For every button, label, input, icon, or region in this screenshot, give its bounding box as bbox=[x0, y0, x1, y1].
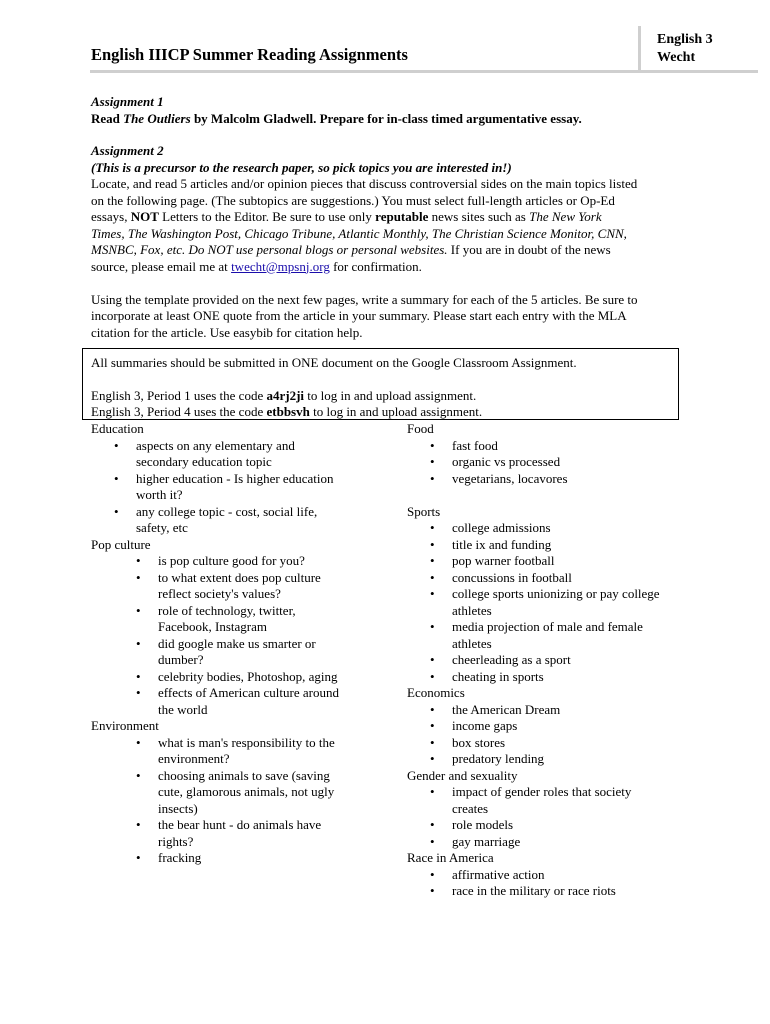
list-item bbox=[407, 817, 707, 834]
assignment-1 bbox=[91, 94, 683, 127]
bullet-icon: • bbox=[136, 685, 141, 700]
list-item bbox=[407, 471, 707, 488]
bullet-icon: • bbox=[430, 718, 435, 733]
template-line: Using the template provided on the next few pages, write a summary for each of the 5 articles. Be sure to bbox=[91, 291, 638, 307]
list-pop-culture bbox=[91, 553, 391, 718]
bullet-icon: • bbox=[430, 520, 435, 535]
list-item-text: athletes bbox=[452, 602, 492, 618]
list-item-text: is pop culture good for you? bbox=[158, 553, 305, 568]
list-item bbox=[91, 504, 391, 537]
list-item-text: fast food bbox=[452, 437, 498, 453]
text-run: English 3, Period 4 uses the code bbox=[91, 404, 267, 419]
bullet-icon: • bbox=[114, 437, 119, 453]
bullet-icon: • bbox=[430, 553, 435, 568]
header-course-block bbox=[657, 31, 713, 67]
list-item-text: environment? bbox=[158, 751, 230, 766]
bullet-icon: • bbox=[430, 866, 435, 882]
bullet-icon: • bbox=[430, 470, 435, 486]
instructions-line bbox=[91, 209, 691, 226]
list-item-text: cheating in sports bbox=[452, 668, 544, 684]
list-food bbox=[407, 438, 707, 488]
list-item bbox=[407, 652, 707, 669]
list-environment bbox=[91, 735, 391, 867]
list-item bbox=[91, 570, 391, 603]
list-item-text: title ix and funding bbox=[452, 536, 552, 552]
bullet-icon: • bbox=[430, 784, 435, 799]
news-source-text: The New York bbox=[529, 209, 602, 224]
assignment-2 bbox=[91, 143, 691, 341]
period-1-line bbox=[91, 388, 476, 405]
bullet-icon: • bbox=[430, 734, 435, 750]
course-name: English 3 bbox=[657, 32, 713, 47]
list-sports bbox=[407, 520, 707, 685]
bullet-icon: • bbox=[430, 833, 435, 849]
list-item-text: organic vs processed bbox=[452, 454, 561, 469]
news-source-text: MSNBC, Fox, etc. Do NOT use personal blogs or personal websites. bbox=[91, 242, 448, 257]
list-item-text: concussions in football bbox=[452, 569, 572, 585]
list-item-text: worth it? bbox=[136, 487, 183, 502]
instructions-line: Locate, and read 5 articles and/or opinion pieces that discuss controversial sides on the main topics listed bbox=[91, 176, 638, 191]
list-item bbox=[407, 784, 707, 817]
spacer bbox=[407, 487, 707, 504]
category-environment: Environment bbox=[91, 718, 159, 733]
period-1-code: a4rj2ji bbox=[266, 388, 305, 403]
read-suffix: by Malcolm Gladwell. Prepare for in-class timed argumentative essay. bbox=[190, 110, 582, 126]
list-item bbox=[91, 685, 391, 718]
spacer bbox=[91, 275, 691, 292]
bullet-icon: • bbox=[114, 503, 119, 519]
list-item-text: role models bbox=[452, 817, 514, 832]
bullet-icon: • bbox=[136, 734, 141, 750]
instructions-line: Times, The Washington Post, Chicago Tribune, Atlantic Monthly, The Christian Science Monitor, CNN, bbox=[91, 225, 627, 241]
list-item-text: impact of gender roles that society bbox=[452, 784, 632, 799]
list-item-text: to what extent does pop culture bbox=[158, 569, 321, 585]
category-race: Race in America bbox=[407, 850, 494, 865]
list-item bbox=[91, 438, 391, 471]
list-item-text: aspects on any elementary and bbox=[136, 437, 295, 453]
list-item bbox=[407, 834, 707, 851]
text-run: news sites such as bbox=[428, 209, 530, 224]
topics-right-column bbox=[407, 421, 707, 900]
list-item-text: what is man's responsibility to the bbox=[158, 734, 335, 750]
email-link[interactable]: twecht@mpsnj.org bbox=[231, 258, 330, 274]
list-item-text: effects of American culture around bbox=[158, 685, 339, 700]
bullet-icon: • bbox=[430, 569, 435, 585]
list-item-text: dumber? bbox=[158, 652, 204, 667]
list-item-text: box stores bbox=[452, 734, 506, 750]
list-item-text: pop warner football bbox=[452, 553, 555, 568]
list-item bbox=[91, 735, 391, 768]
submission-box bbox=[82, 348, 679, 420]
list-item-text: affirmative action bbox=[452, 866, 545, 882]
list-item-text: cheerleading as a sport bbox=[452, 652, 571, 667]
list-item-text: college admissions bbox=[452, 520, 551, 535]
bullet-icon: • bbox=[430, 668, 435, 684]
bullet-icon: • bbox=[136, 817, 141, 832]
list-item-text: media projection of male and female bbox=[452, 619, 643, 634]
list-item bbox=[407, 553, 707, 570]
bullet-icon: • bbox=[136, 635, 141, 651]
text-run: source, please email me at bbox=[91, 258, 232, 274]
list-item bbox=[91, 850, 391, 867]
list-item-text: the American Dream bbox=[452, 701, 561, 717]
list-item-text: role of technology, twitter, bbox=[158, 602, 296, 618]
bullet-icon: • bbox=[430, 701, 435, 717]
assignment-1-heading: Assignment 1 bbox=[91, 94, 164, 109]
bullet-icon: • bbox=[430, 536, 435, 552]
category-sports: Sports bbox=[407, 503, 441, 519]
list-item bbox=[407, 619, 707, 652]
text-run: for confirmation. bbox=[329, 258, 422, 274]
text-run: English 3, Period 1 uses the code bbox=[91, 388, 267, 403]
assignment-1-text bbox=[91, 111, 683, 128]
bullet-icon: • bbox=[136, 602, 141, 618]
list-economics bbox=[407, 702, 707, 768]
list-item bbox=[91, 471, 391, 504]
list-item-text: race in the military or race riots bbox=[452, 883, 616, 898]
list-item bbox=[407, 669, 707, 686]
text-run: to log in and upload assignment. bbox=[304, 388, 477, 403]
bullet-icon: • bbox=[430, 751, 435, 766]
reputable-emphasis: reputable bbox=[375, 209, 429, 224]
list-item bbox=[91, 669, 391, 686]
bullet-icon: • bbox=[430, 619, 435, 634]
bullet-icon: • bbox=[430, 437, 435, 453]
list-race bbox=[407, 867, 707, 900]
list-item bbox=[407, 537, 707, 554]
bullet-icon: • bbox=[136, 553, 141, 568]
list-item bbox=[91, 636, 391, 669]
bullet-icon: • bbox=[136, 850, 141, 865]
list-item bbox=[407, 586, 707, 619]
category-gender: Gender and sexuality bbox=[407, 767, 518, 783]
list-item-text: athletes bbox=[452, 635, 492, 651]
list-item bbox=[407, 438, 707, 455]
bullet-icon: • bbox=[430, 652, 435, 667]
list-item-text: choosing animals to save (saving bbox=[158, 767, 330, 783]
category-education: Education bbox=[91, 421, 144, 436]
list-item-text: gay marriage bbox=[452, 833, 521, 849]
list-item-text: income gaps bbox=[452, 718, 518, 733]
list-item-text: creates bbox=[452, 800, 489, 816]
bullet-icon: • bbox=[430, 454, 435, 469]
text-run: to log in and upload assignment. bbox=[309, 404, 483, 419]
list-item bbox=[407, 702, 707, 719]
list-item bbox=[91, 553, 391, 570]
text-run: Letters to the Editor. Be sure to use only bbox=[158, 209, 376, 224]
text-run: If you are in doubt of the news bbox=[447, 242, 611, 257]
list-item-text: insects) bbox=[158, 800, 198, 816]
template-line: citation for the article. Use easybib for citation help. bbox=[91, 324, 363, 340]
list-item-text: cute, glamorous animals, not ugly bbox=[158, 784, 335, 799]
list-item-text: rights? bbox=[158, 833, 194, 849]
list-item-text: vegetarians, locavores bbox=[452, 470, 568, 486]
list-item bbox=[407, 718, 707, 735]
bullet-icon: • bbox=[430, 586, 435, 601]
book-title: The Outliers bbox=[123, 110, 191, 126]
list-item-text: fracking bbox=[158, 850, 202, 865]
bullet-icon: • bbox=[430, 883, 435, 898]
list-item bbox=[407, 570, 707, 587]
page-title: English IIICP Summer Reading Assignments bbox=[91, 45, 408, 64]
list-item-text: predatory lending bbox=[452, 751, 545, 766]
period-4-code: etbbsvh bbox=[266, 404, 310, 419]
read-prefix: Read bbox=[91, 110, 124, 126]
list-item bbox=[407, 735, 707, 752]
header-horizontal-rule bbox=[90, 70, 758, 73]
text-run: essays, bbox=[91, 209, 131, 224]
list-item-text: secondary education topic bbox=[136, 454, 272, 469]
list-item bbox=[407, 883, 707, 900]
category-food: Food bbox=[407, 421, 434, 436]
submission-note: All summaries should be submitted in ONE document on the Google Classroom Assignment. bbox=[91, 355, 577, 370]
category-economics: Economics bbox=[407, 685, 465, 700]
template-line: incorporate at least ONE quote from the article in your summary. Please start each entry with the MLA bbox=[91, 308, 627, 323]
bullet-icon: • bbox=[136, 767, 141, 783]
list-item-text: the world bbox=[158, 701, 208, 717]
list-item-text: college sports unionizing or pay college bbox=[452, 586, 660, 601]
list-item-text: reflect society's values? bbox=[158, 586, 281, 601]
teacher-name: Wecht bbox=[657, 50, 696, 65]
bullet-icon: • bbox=[136, 569, 141, 585]
list-item-text: higher education - Is higher education bbox=[136, 470, 334, 486]
topics-left-column bbox=[91, 421, 391, 867]
list-education bbox=[91, 438, 391, 537]
header-vertical-rule bbox=[638, 26, 641, 72]
instructions-line bbox=[91, 259, 691, 276]
period-4-line bbox=[91, 404, 482, 421]
list-item bbox=[407, 520, 707, 537]
list-gender bbox=[407, 784, 707, 850]
list-item-text: did google make us smarter or bbox=[158, 635, 316, 651]
instructions-line: on the following page. (The subtopics are suggestions.) You must select full-length articles or Op-Ed bbox=[91, 192, 615, 208]
list-item bbox=[91, 603, 391, 636]
bullet-icon: • bbox=[136, 668, 141, 684]
list-item-text: safety, etc bbox=[136, 520, 188, 535]
assignment-2-note: (This is a precursor to the research paper, so pick topics you are interested in!) bbox=[91, 159, 512, 175]
not-emphasis: NOT bbox=[130, 209, 159, 224]
list-item-text: celebrity bodies, Photoshop, aging bbox=[158, 668, 338, 684]
list-item-text: the bear hunt - do animals have bbox=[158, 817, 322, 832]
bullet-icon: • bbox=[114, 470, 119, 486]
bullet-icon: • bbox=[430, 817, 435, 832]
category-pop-culture: Pop culture bbox=[91, 536, 151, 552]
list-item bbox=[407, 867, 707, 884]
list-item-text: Facebook, Instagram bbox=[158, 619, 268, 634]
list-item bbox=[407, 751, 707, 768]
list-item-text: any college topic - cost, social life, bbox=[136, 503, 318, 519]
assignment-2-heading: Assignment 2 bbox=[91, 143, 164, 158]
list-item bbox=[91, 768, 391, 818]
list-item bbox=[91, 817, 391, 850]
instructions-line bbox=[91, 242, 691, 259]
list-item bbox=[407, 454, 707, 471]
